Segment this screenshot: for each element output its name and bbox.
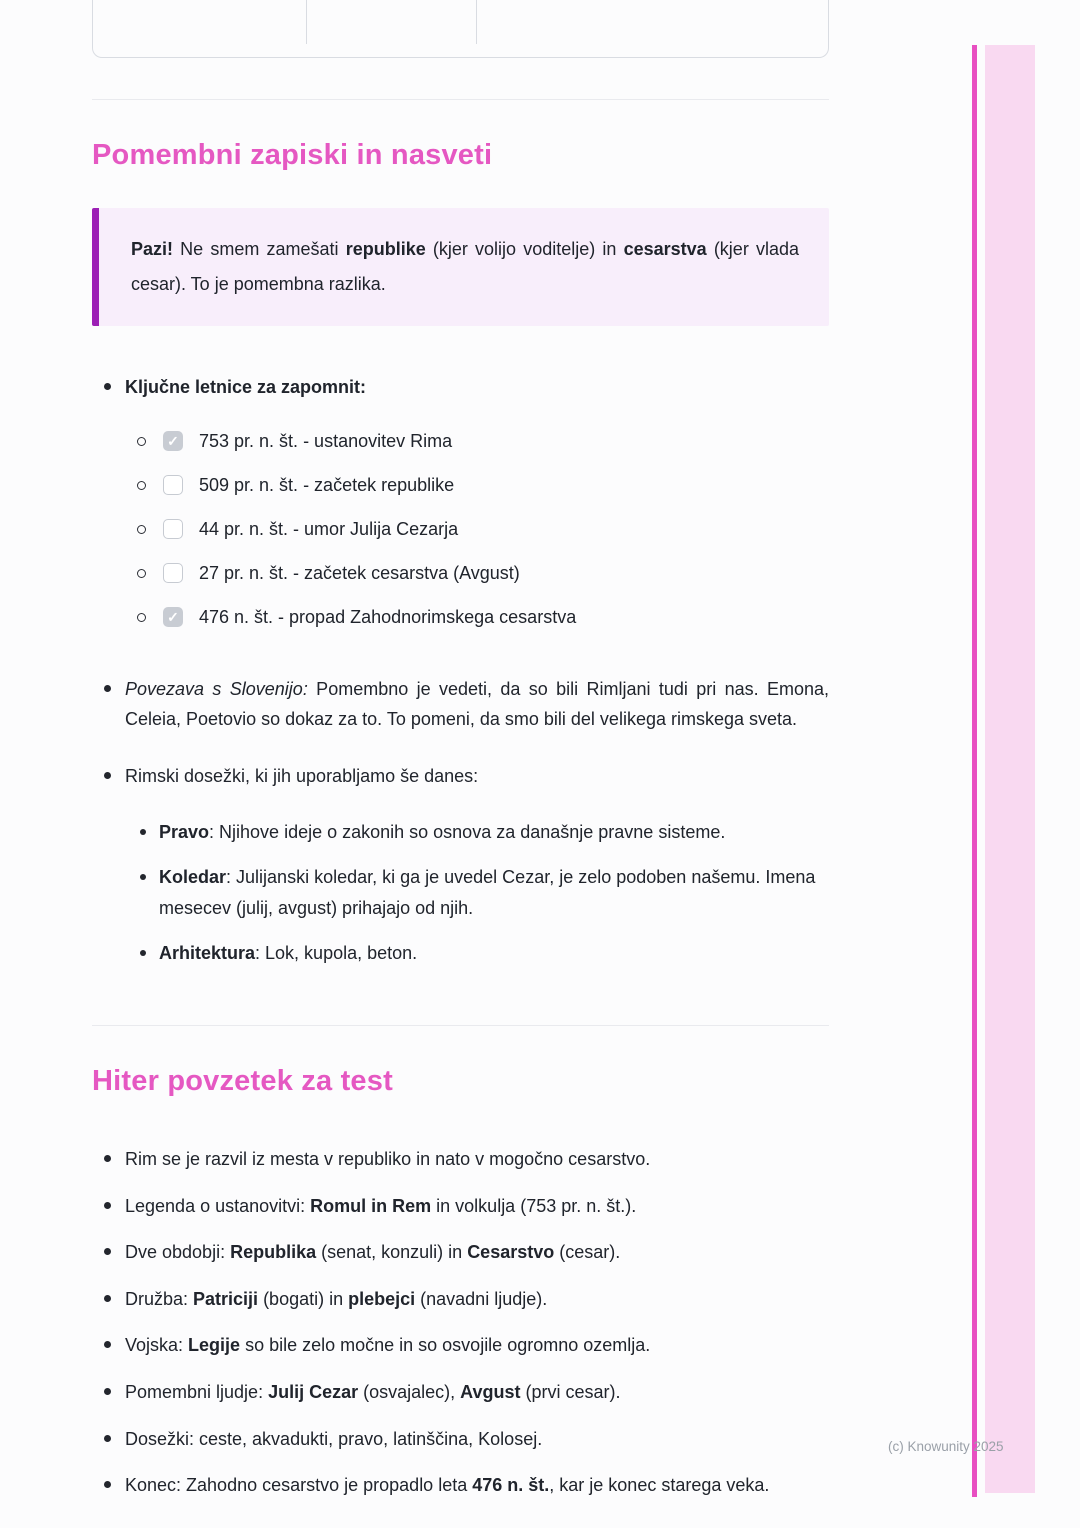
summary-item [92, 1191, 829, 1222]
checklist-label: 753 pr. n. št. - ustanovitev Rima [199, 430, 453, 451]
summary-item [92, 1237, 829, 1268]
circle-bullet-icon [137, 569, 146, 578]
checkbox[interactable] [163, 607, 183, 627]
checkbox[interactable] [163, 519, 183, 539]
list-item-slovenia [92, 674, 829, 735]
checklist-label: 509 pr. n. št. - začetek republike [199, 474, 455, 495]
summary-text: Rim se je razvil iz mesta v republiko in nato v mogočno cesarstvo. [125, 1148, 651, 1169]
summary-text: Konec: Zahodno cesarstvo je propadlo leta 476 n. št., kar je konec starega veka. [125, 1475, 770, 1496]
bullet-icon [140, 829, 146, 835]
bullet-icon [104, 1388, 111, 1395]
summary-item [92, 1377, 829, 1408]
achievements-list [125, 817, 829, 969]
bullet-icon [140, 950, 146, 956]
slovenia-note-text: Povezava s Slovenijo: Pomembno je vedeti, da so bili Rimljani tudi pri nas. Emona, Celeia, Poetovio so dokaz za to. To pomeni, da smo bili del velikega rimskega sveta. [125, 678, 830, 730]
bullet-icon [104, 1341, 111, 1348]
checklist-label: 44 pr. n. št. - umor Julija Cezarja [199, 518, 459, 539]
summary-section-title: Hiter povzetek za test [92, 1064, 393, 1097]
bullet-icon [104, 383, 111, 390]
summary-item [92, 1424, 829, 1455]
key-dates-label: Ključne letnice za zapomnit: [125, 377, 367, 398]
summary-list [92, 1144, 829, 1501]
document-content [92, 0, 829, 1517]
checklist-item [125, 516, 829, 543]
side-highlight-strip [985, 45, 1035, 1493]
bullet-icon [104, 1435, 111, 1442]
circle-bullet-icon [137, 481, 146, 490]
warning-callout [92, 208, 829, 326]
table-column-divider [476, 0, 477, 44]
achievement-text: Koledar: Julijanski koledar, ki ga je uvedel Cezar, je zelo podoben našemu. Imena mesecev (julij, avgust) prihajajo od njih. [159, 867, 816, 918]
achievement-item [125, 938, 829, 969]
checklist-item [125, 472, 829, 499]
checkbox[interactable] [163, 563, 183, 583]
achievement-item [125, 817, 829, 848]
bullet-icon [104, 1202, 111, 1209]
checklist-item [125, 560, 829, 587]
notes-list [92, 372, 829, 984]
warning-callout-text: Pazi! Ne smem zamešati republike (kjer volijo voditelje) in cesarstva (kjer vlada cesar). To je pomembna razlika. [131, 239, 799, 295]
checklist-label: 27 pr. n. št. - začetek cesarstva (Avgust) [199, 562, 520, 583]
achievements-label: Rimski dosežki, ki jih uporabljamo še danes: [125, 765, 479, 786]
checklist-label: 476 n. št. - propad Zahodnorimskega cesarstva [199, 606, 577, 627]
summary-text: Vojska: Legije so bile zelo močne in so osvojile ogromno ozemlja. [125, 1335, 651, 1356]
summary-item [92, 1144, 829, 1175]
summary-text: Dosežki: ceste, akvadukti, pravo, latinščina, Kolosej. [125, 1428, 543, 1449]
achievement-text: Arhitektura: Lok, kupola, beton. [159, 943, 418, 964]
table-column-divider [306, 0, 307, 44]
summary-item [92, 1470, 829, 1501]
section-divider [92, 1025, 829, 1026]
bullet-icon [104, 772, 111, 779]
list-item-key-dates [92, 372, 829, 648]
bullet-icon [104, 1295, 111, 1302]
circle-bullet-icon [137, 525, 146, 534]
circle-bullet-icon [137, 437, 146, 446]
summary-text: Družba: Patriciji (bogati) in plebejci (navadni ljudje). [125, 1288, 548, 1309]
achievement-item [125, 862, 829, 923]
summary-text: Pomembni ljudje: Julij Cezar (osvajalec), Avgust (prvi cesar). [125, 1381, 621, 1402]
side-accent-line [972, 45, 977, 1497]
bullet-icon [104, 685, 111, 692]
bullet-icon [104, 1155, 111, 1162]
bullet-icon [104, 1481, 111, 1488]
checklist-item [125, 604, 829, 631]
bullet-icon [104, 1248, 111, 1255]
checkbox[interactable] [163, 431, 183, 451]
notes-section-title: Pomembni zapiski in nasveti [92, 139, 493, 171]
checklist-item [125, 428, 829, 455]
circle-bullet-icon [137, 613, 146, 622]
list-item-achievements [92, 761, 829, 984]
achievement-text: Pravo: Njihove ideje o zakonih so osnova za današnje pravne sisteme. [159, 821, 726, 842]
summary-text: Legenda o ustanovitvi: Romul in Rem in volkulja (753 pr. n. št.). [125, 1195, 637, 1216]
bullet-icon [140, 874, 146, 880]
summary-item [92, 1284, 829, 1315]
copyright-text: (c) Knowunity 2025 [888, 1439, 1004, 1454]
table-bottom-fragment [92, 0, 829, 58]
summary-item [92, 1330, 829, 1361]
summary-text: Dve obdobji: Republika (senat, konzuli) in Cesarstvo (cesar). [125, 1242, 621, 1263]
section-divider [92, 99, 829, 100]
checkbox[interactable] [163, 475, 183, 495]
key-dates-checklist [125, 428, 829, 631]
